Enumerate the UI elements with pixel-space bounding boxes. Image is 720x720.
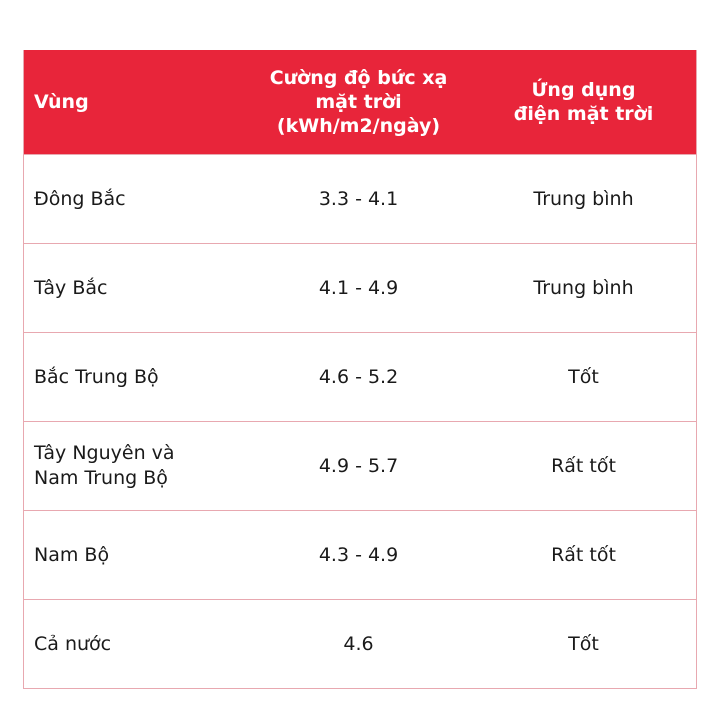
region-label: Đông Bắc xyxy=(34,187,126,210)
application-cell xyxy=(471,155,696,243)
header-radiation-label: Cường độ bức xạ mặt trời (kWh/m2/ngày) xyxy=(269,67,448,137)
radiation-cell xyxy=(246,155,471,243)
table-row xyxy=(24,599,696,688)
region-cell xyxy=(24,511,246,599)
application-cell xyxy=(471,333,696,421)
radiation-cell xyxy=(246,333,471,421)
radiation-value: 4.1 - 4.9 xyxy=(318,276,399,299)
application-cell xyxy=(471,511,696,599)
application-cell xyxy=(471,600,696,688)
radiation-cell xyxy=(246,244,471,332)
region-label: Cả nước xyxy=(34,632,112,655)
application-value: Trung bình xyxy=(533,276,634,299)
table-row xyxy=(24,510,696,599)
region-cell xyxy=(24,155,246,243)
radiation-value: 4.6 xyxy=(343,632,374,655)
region-label: Nam Bộ xyxy=(34,543,110,566)
application-cell xyxy=(471,422,696,510)
table-row xyxy=(24,421,696,510)
region-cell xyxy=(24,333,246,421)
radiation-cell xyxy=(246,600,471,688)
radiation-value: 4.3 - 4.9 xyxy=(318,543,399,566)
region-label: Bắc Trung Bộ xyxy=(34,365,159,388)
radiation-value: 4.9 - 5.7 xyxy=(318,454,399,477)
header-application xyxy=(471,50,696,154)
application-value: Rất tốt xyxy=(551,454,616,477)
region-label: Tây Bắc xyxy=(34,276,108,299)
radiation-cell xyxy=(246,511,471,599)
radiation-value: 3.3 - 4.1 xyxy=(318,187,399,210)
table-row xyxy=(24,243,696,332)
header-application-label: Ứng dụng điện mặt trời xyxy=(513,79,654,125)
radiation-cell xyxy=(246,422,471,510)
region-cell xyxy=(24,244,246,332)
region-cell xyxy=(24,600,246,688)
header-region-label: Vùng xyxy=(34,91,89,113)
table-row xyxy=(24,332,696,421)
solar-radiation-table xyxy=(23,50,697,689)
application-value: Trung bình xyxy=(533,187,634,210)
application-cell xyxy=(471,244,696,332)
region-label: Tây Nguyên và Nam Trung Bộ xyxy=(34,442,175,489)
application-value: Tốt xyxy=(568,365,599,388)
table-header-row xyxy=(24,50,696,154)
radiation-value: 4.6 - 5.2 xyxy=(318,365,399,388)
region-cell xyxy=(24,422,246,510)
application-value: Tốt xyxy=(568,632,599,655)
header-region xyxy=(24,50,246,154)
header-radiation xyxy=(246,50,471,154)
table-row xyxy=(24,154,696,243)
application-value: Rất tốt xyxy=(551,543,616,566)
